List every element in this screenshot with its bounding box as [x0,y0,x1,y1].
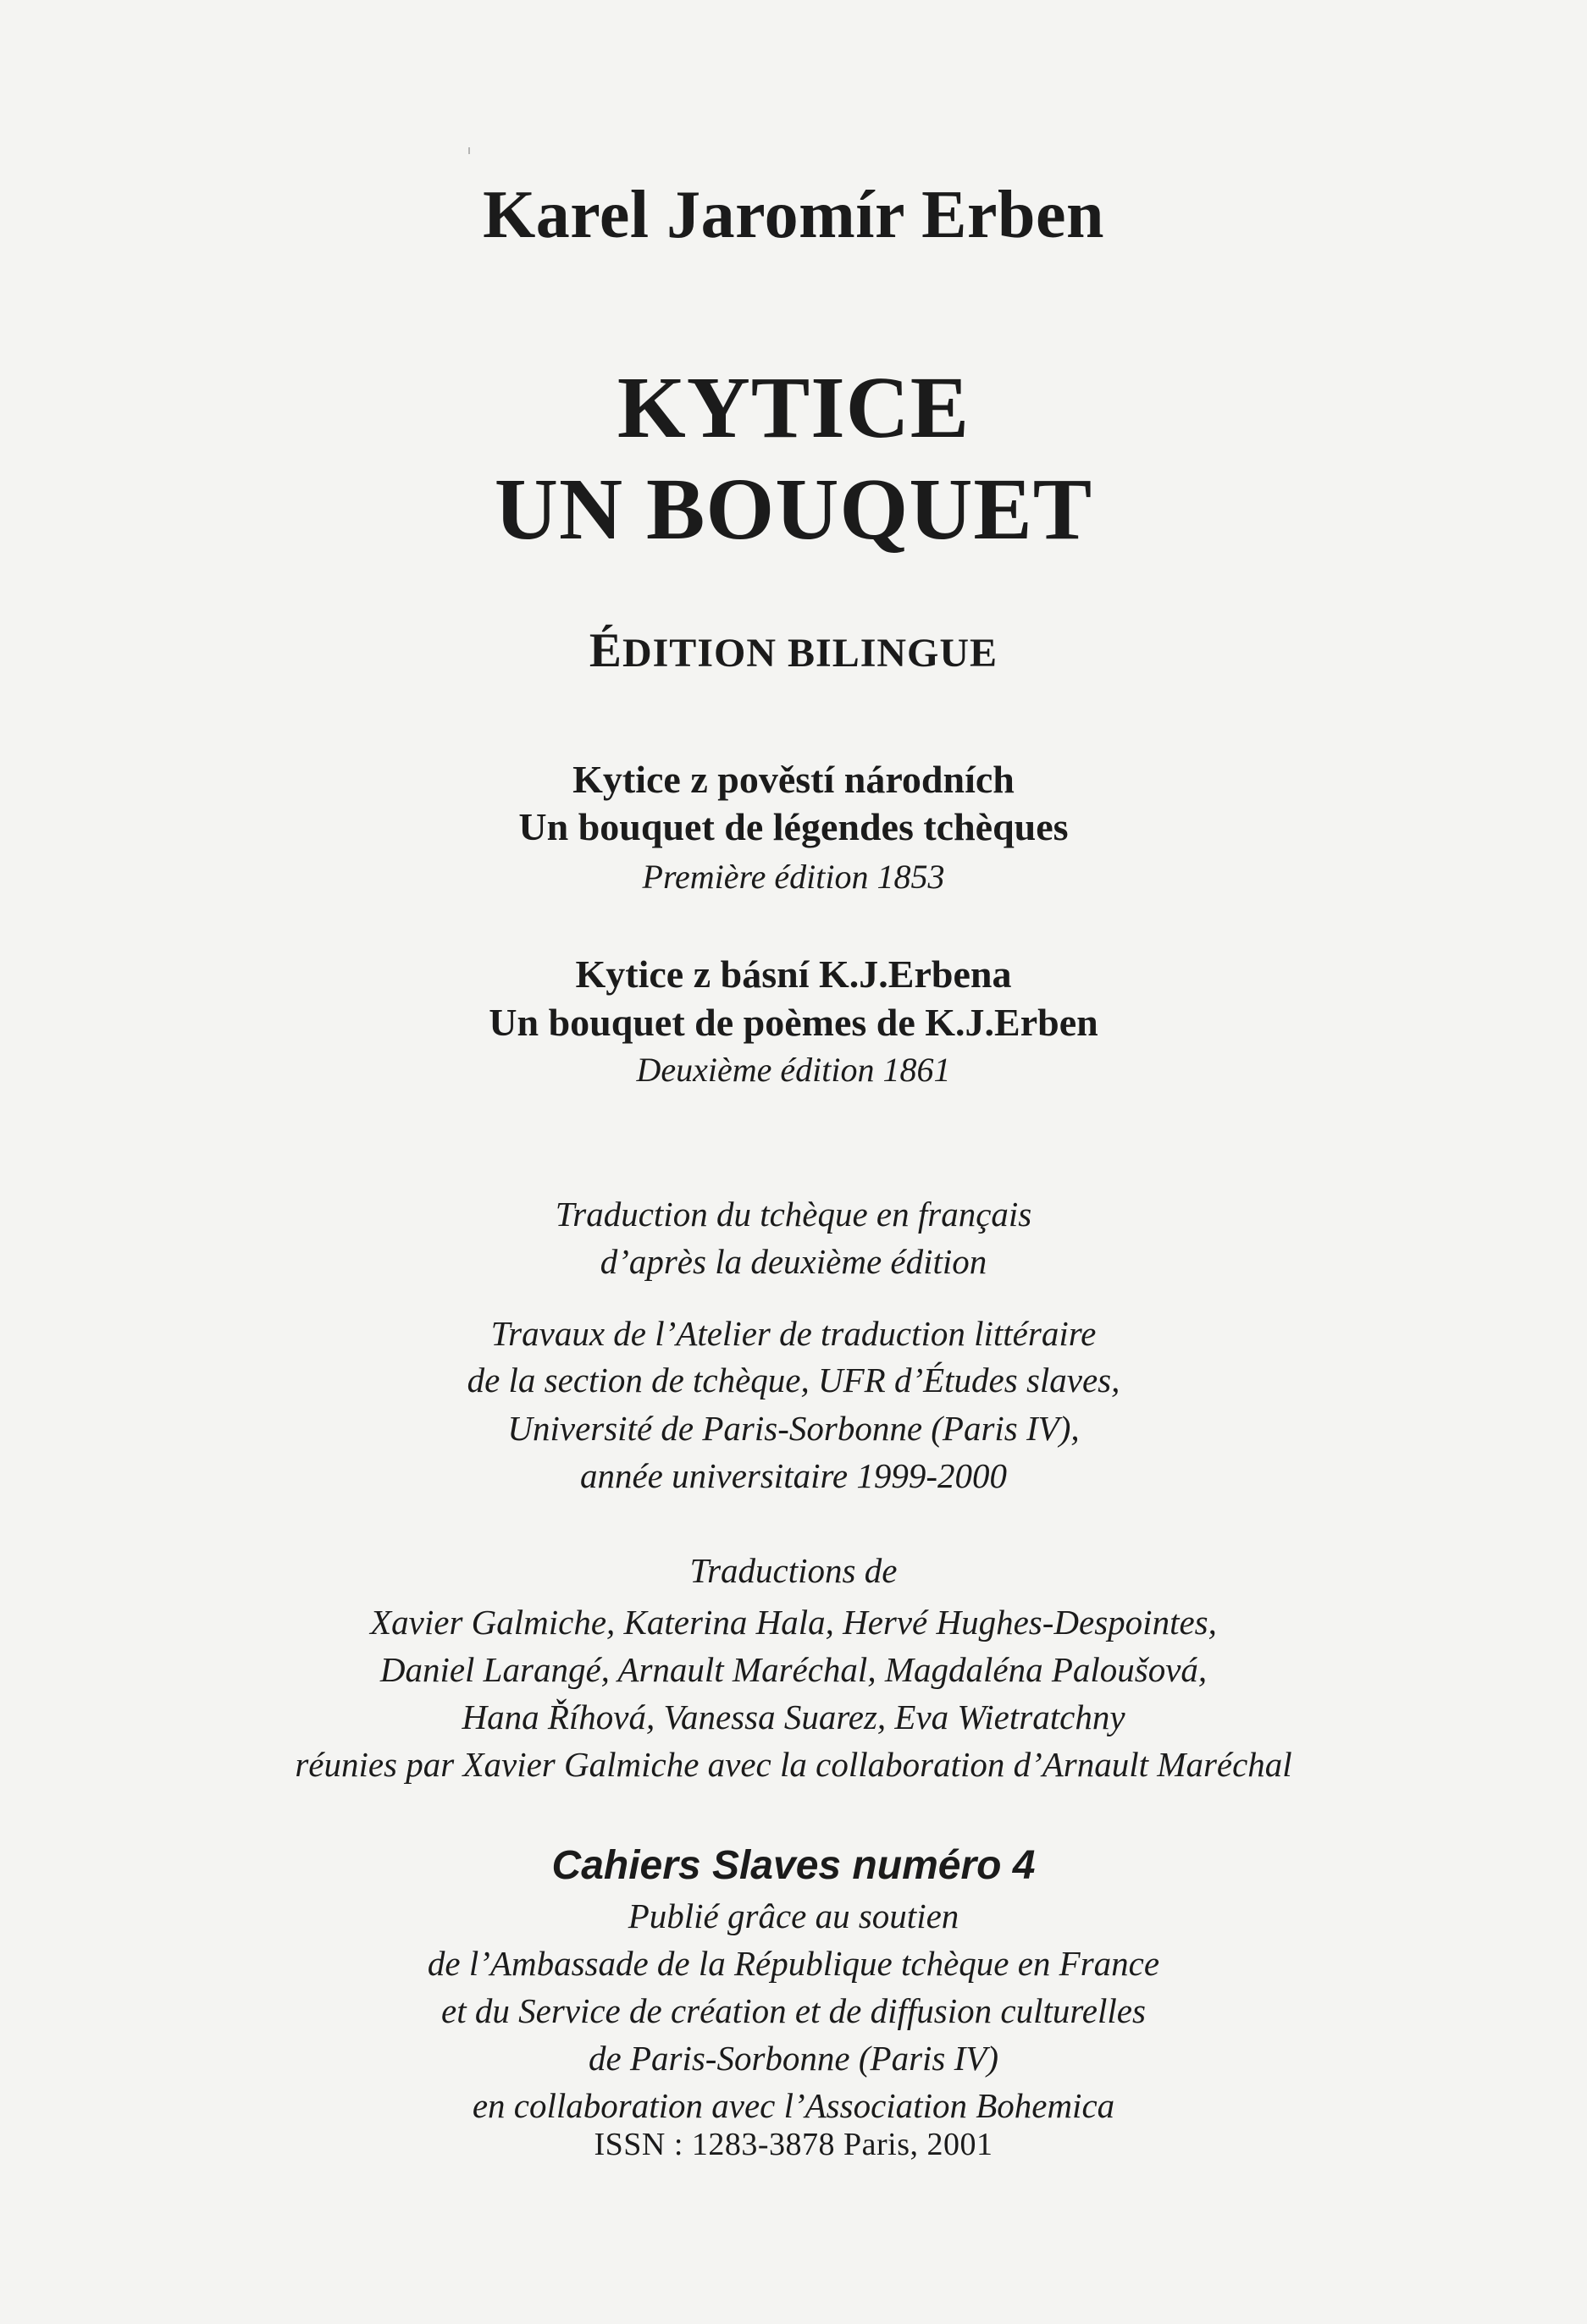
first-block-note: Première édition 1853 [642,858,945,896]
second-block-note: Deuxième édition 1861 [636,1051,951,1089]
author-name: Karel Jaromír Erben [483,178,1104,252]
translators-line-3: Hana Říhová, Vanessa Suarez, Eva Wietratchny [462,1697,1125,1736]
translators-line-2: Daniel Larangé, Arnault Maréchal, Magdaléna Paloušová, [379,1650,1208,1689]
series-title: Cahiers Slaves numéro 4 [551,1843,1036,1888]
series-line-1: Publié grâce au soutien [628,1896,959,1935]
book-title-french: UN BOUQUET [494,461,1093,558]
translators-heading: Traductions de [689,1551,898,1590]
series-line-4: de Paris-Sorbonne (Paris IV) [589,2039,998,2078]
edition-rest: DITION BILINGUE [622,631,998,676]
issn-footer: ISSN : 1283-3878 Paris, 2001 [594,2127,993,2162]
translators-line-4: réunies par Xavier Galmiche avec la collaboration d’Arnault Maréchal [295,1745,1292,1784]
edition-initial: É [589,624,622,677]
workshop-line-3: Université de Paris-Sorbonne (Paris IV), [507,1409,1080,1448]
workshop-line-1: Travaux de l’Atelier de traduction littéraire [490,1314,1097,1353]
scan-mark [468,147,470,154]
workshop-line-2: de la section de tchèque, UFR d’Études slaves, [467,1361,1120,1399]
translation-note-line-2: d’après la deuxième édition [600,1242,987,1281]
series-line-2: de l’Ambassade de la République tchèque en France [427,1944,1160,1983]
series-line-3: et du Service de création et de diffusion culturelles [441,1991,1146,2030]
second-block-czech: Kytice z básní K.J.Erbena [575,952,1012,996]
first-block-french: Un bouquet de légendes tchèques [518,805,1069,848]
book-title-czech: KYTICE [617,359,970,456]
second-block-french: Un bouquet de poèmes de K.J.Erben [489,1001,1098,1044]
first-block-czech: Kytice z pověstí národních [572,758,1015,801]
edition-label [0,624,1587,677]
workshop-line-4: année universitaire 1999-2000 [579,1456,1008,1495]
translation-note-line-1: Traduction du tchèque en français [555,1195,1032,1234]
series-line-5: en collaboration avec l’Association Bohemica [472,2086,1115,2125]
translators-line-1: Xavier Galmiche, Katerina Hala, Hervé Hughes-Despointes, [370,1603,1217,1642]
